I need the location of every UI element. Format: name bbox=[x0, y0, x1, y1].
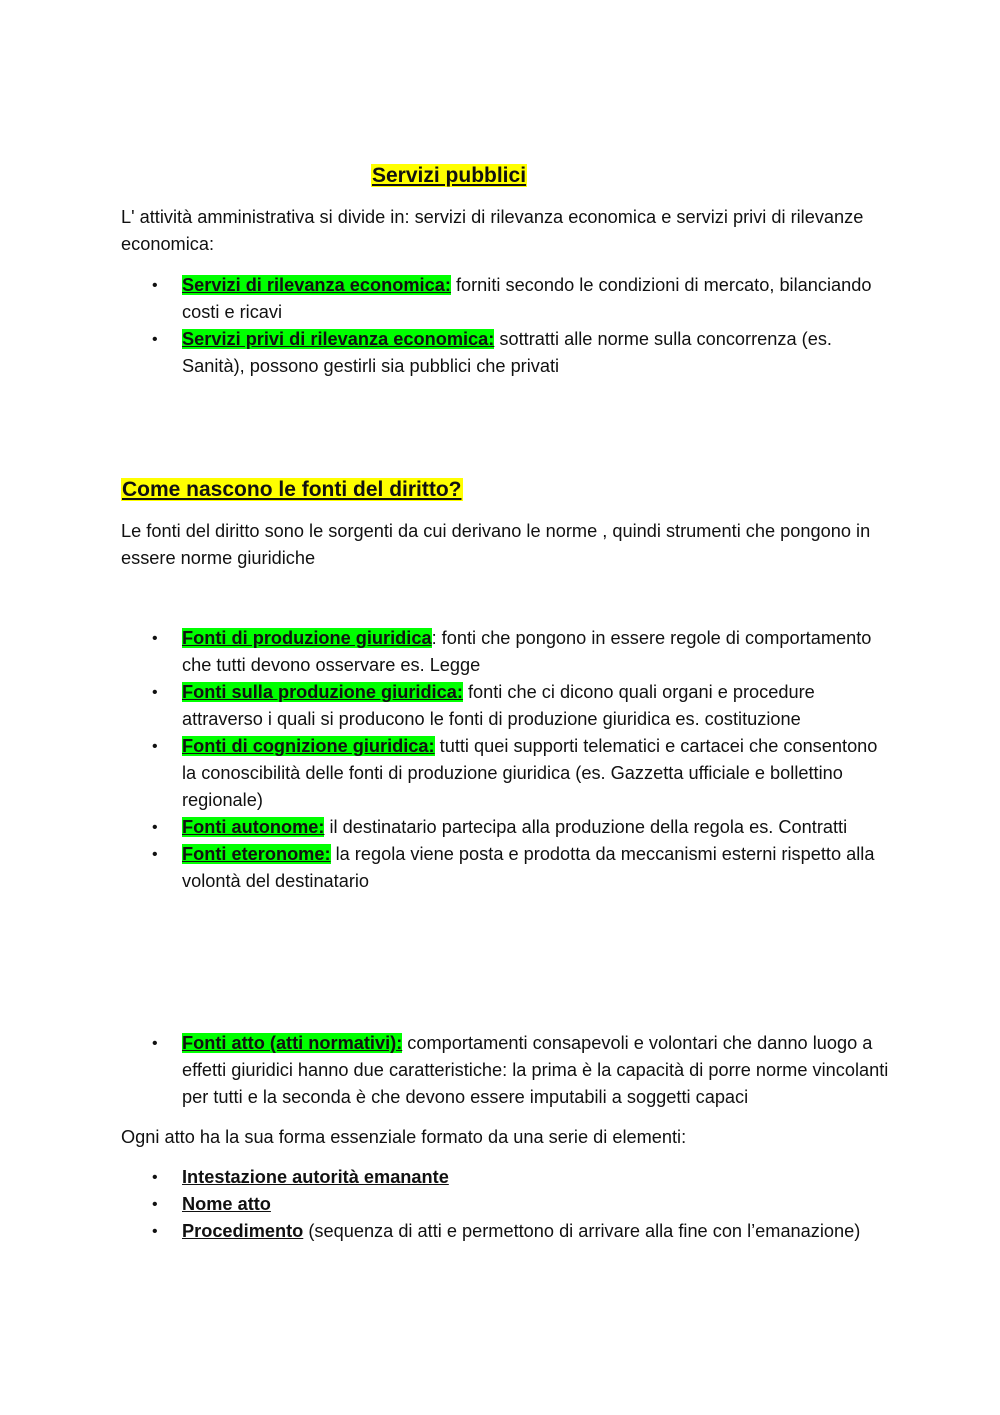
list-item-text: tutti quei supporti telematici e cartacei che consentono la conoscibilità delle fonti di produzione giuridica (es. Gazzetta ufficiale e bollettino regionale) bbox=[182, 736, 878, 810]
bullet-icon: • bbox=[152, 684, 158, 701]
list-item bbox=[121, 1218, 891, 1245]
list-item bbox=[121, 679, 891, 733]
list-item-term: Servizi di rilevanza economica: bbox=[182, 275, 451, 295]
list-item-term: Fonti eteronome: bbox=[182, 844, 331, 864]
list-item bbox=[121, 326, 891, 380]
list-item bbox=[121, 1030, 891, 1111]
list-item bbox=[121, 1191, 891, 1218]
bullet-icon: • bbox=[152, 1169, 158, 1186]
list-item-term: Intestazione autorità emanante bbox=[182, 1167, 449, 1187]
list-item bbox=[121, 733, 891, 814]
list-item bbox=[121, 841, 891, 895]
bullet-icon: • bbox=[152, 277, 158, 294]
intro-paragraph-servizi: L' attività amministrativa si divide in: servizi di rilevanza economica e servizi privi di rilevanze economica: bbox=[121, 207, 864, 254]
list-item-term: Servizi privi di rilevanza economica: bbox=[182, 329, 495, 349]
list-item-text: comportamenti consapevoli e volontari che danno luogo a effetti giuridici hanno due caratteristiche: la prima è la capacità di porre norme vincolanti per tutti e la seconda è che devono essere imputabili a soggetti capaci bbox=[182, 1033, 889, 1107]
bullet-icon: • bbox=[152, 331, 158, 348]
bullet-icon: • bbox=[152, 846, 158, 863]
intro-paragraph-fonti: Le fonti del diritto sono le sorgenti da cui derivano le norme , quindi strumenti che pongono in essere norme giuridiche bbox=[121, 521, 871, 568]
list-item bbox=[121, 625, 891, 679]
list-item-text: fonti che ci dicono quali organi e procedure attraverso i quali si producono le fonti di produzione giuridica es. costituzione bbox=[182, 682, 815, 729]
section-title-servizi-pubblici: Servizi pubblici bbox=[372, 164, 527, 187]
list-item-text: la regola viene posta e prodotta da meccanismi esterni rispetto alla volontà del destinatario bbox=[182, 844, 875, 891]
bullet-icon: • bbox=[152, 1035, 158, 1052]
list-item-term: Procedimento bbox=[182, 1221, 304, 1241]
fonti-atto-list bbox=[121, 1030, 891, 1111]
bullet-icon: • bbox=[152, 738, 158, 755]
list-item bbox=[121, 272, 891, 326]
bullet-icon: • bbox=[152, 1196, 158, 1213]
list-item-text: sottratti alle norme sulla concorrenza (es. Sanità), possono gestirli sia pubblici che privati bbox=[182, 329, 832, 376]
list-item-text: (sequenza di atti e permettono di arrivare alla fine con l’emanazione) bbox=[303, 1221, 861, 1241]
bullet-icon: • bbox=[152, 1223, 158, 1240]
list-item bbox=[121, 1164, 891, 1191]
list-item bbox=[121, 814, 891, 841]
list-item-text: il destinatario partecipa alla produzione della regola es. Contratti bbox=[324, 817, 848, 837]
bullet-icon: • bbox=[152, 819, 158, 836]
list-item-text: : fonti che pongono in essere regole di comportamento che tutti devono osservare es. Legge bbox=[182, 628, 872, 675]
list-item-term: Fonti autonome: bbox=[182, 817, 325, 837]
fonti-list bbox=[121, 625, 891, 895]
list-item-text: forniti secondo le condizioni di mercato, bilanciando costi e ricavi bbox=[182, 275, 872, 322]
section-title-fonti-diritto: Come nascono le fonti del diritto? bbox=[122, 478, 462, 501]
list-item-term: Nome atto bbox=[182, 1194, 271, 1214]
forma-intro-paragraph: Ogni atto ha la sua forma essenziale formato da una serie di elementi: bbox=[121, 1127, 687, 1147]
servizi-list bbox=[121, 272, 891, 380]
list-item-term: Fonti atto (atti normativi): bbox=[182, 1033, 403, 1053]
list-item-term: Fonti di produzione giuridica bbox=[182, 628, 432, 648]
elementi-list bbox=[121, 1164, 891, 1245]
list-item-term: Fonti di cognizione giuridica: bbox=[182, 736, 435, 756]
list-item-term: Fonti sulla produzione giuridica: bbox=[182, 682, 463, 702]
bullet-icon: • bbox=[152, 630, 158, 647]
